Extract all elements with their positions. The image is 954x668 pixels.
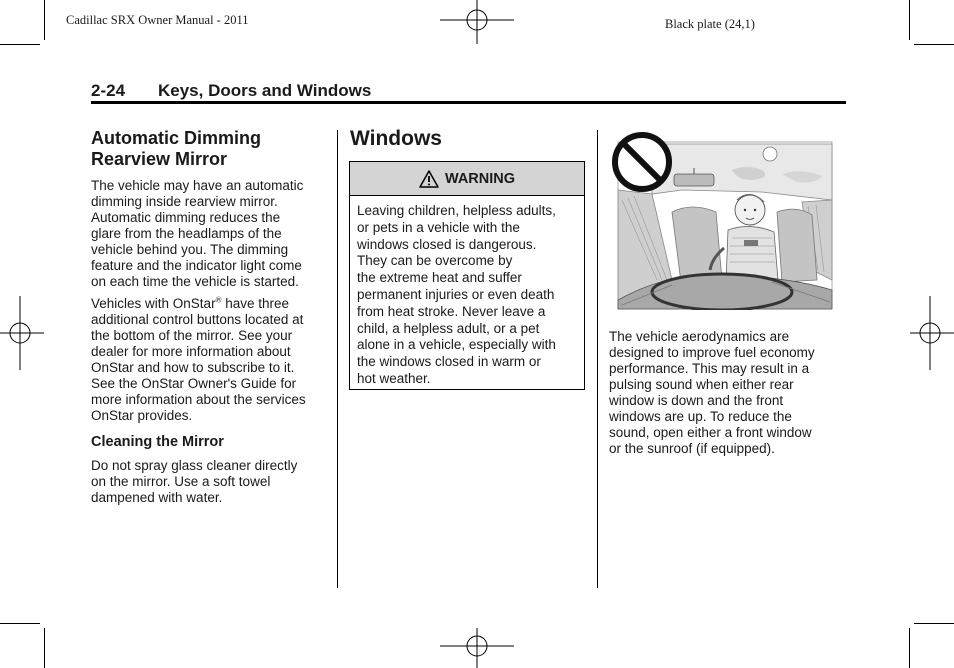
warning-label: WARNING <box>444 170 516 187</box>
warning-header <box>350 162 584 196</box>
section-title: Keys, Doors and Windows <box>158 81 372 100</box>
registration-mark-top <box>440 0 514 44</box>
plate-label: Black plate (24,1) <box>665 17 755 31</box>
warning-text: Leaving children, helpless adults, or pets in a vehicle with the windows closed is dangerous. They can be overcome by the extreme heat and suffer permanent injuries or even death from heat stroke. Never leave a child, a helpless adult, or a pet alone in a vehicle, especially with the windows closed in warm or hot weather. <box>357 203 556 386</box>
page-header <box>91 81 371 101</box>
header-rule <box>91 101 846 104</box>
page-number: 2-24 <box>91 81 126 100</box>
prohibition-icon <box>615 135 669 189</box>
warning-triangle-icon <box>419 170 439 188</box>
cleaning-subheading: Cleaning the Mirror <box>91 434 224 450</box>
registration-mark-bottom <box>440 628 514 668</box>
registration-mark-right <box>910 296 954 370</box>
registered-mark: ® <box>215 295 222 305</box>
aerodynamics-paragraph: The vehicle aerodynamics are designed to improve fuel economy performance. This may result in a pulsing sound when either rear window is down and the front windows are up. To reduce the sound, open either a front window or the sunroof (if equipped). <box>609 329 815 456</box>
windows-heading: Windows <box>350 127 442 150</box>
section-heading: Automatic Dimming Rearview Mirror <box>91 128 262 169</box>
manual-title: Cadillac SRX Owner Manual - 2011 <box>66 13 249 27</box>
column-divider-1 <box>337 130 338 588</box>
cleaning-paragraph: Do not spray glass cleaner directly on the mirror. Use a soft towel dampened with water. <box>91 458 298 505</box>
onstar-paragraph: Vehicles with OnStar® have three additional control buttons located at the bottom of the mirror. See your dealer for more information about OnStar and how to subscribe to it. See the OnStar Owner's Guide for more information about the services OnStar provides. <box>91 295 306 423</box>
mirror-description: The vehicle may have an automatic dimming inside rearview mirror. Automatic dimming reduces the glare from the headlamps of the vehicle behind you. The dimming feature and the indicator light come on each time the vehicle is started. <box>91 178 304 289</box>
column-divider-2 <box>597 130 598 588</box>
warning-box <box>349 161 585 390</box>
child-in-car-illustration <box>612 130 834 310</box>
registration-mark-left <box>0 296 44 370</box>
left-column <box>91 128 331 506</box>
